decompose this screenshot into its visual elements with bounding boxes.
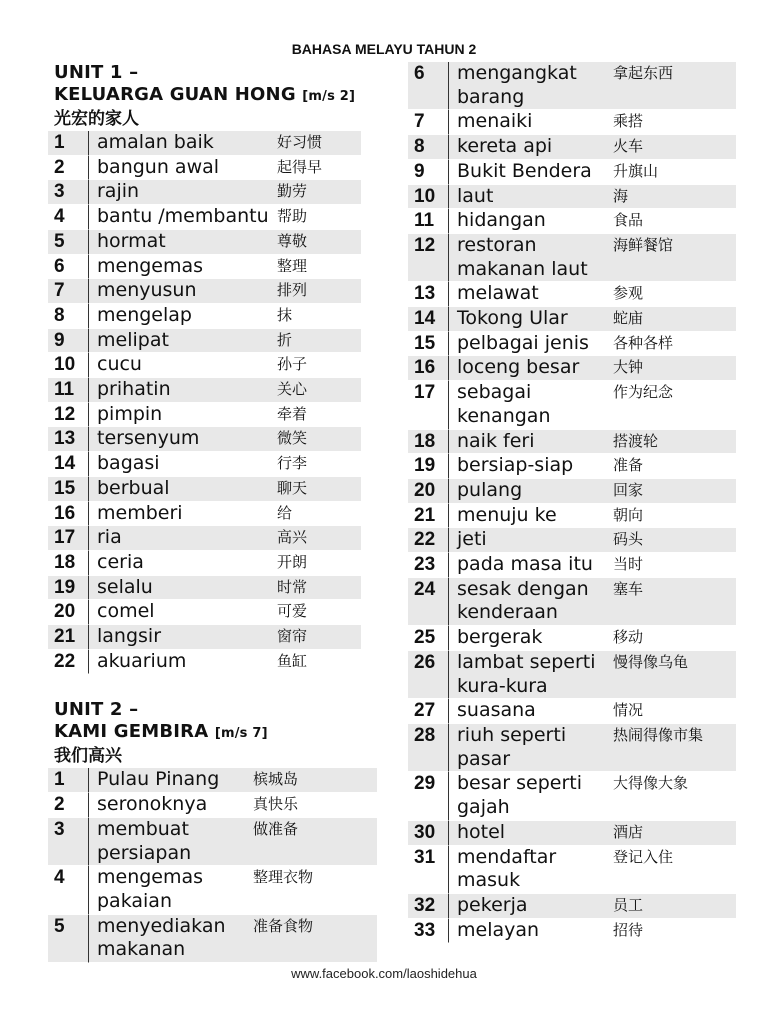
vocab-row bbox=[408, 626, 736, 651]
unit2-continued-vocab-table bbox=[408, 62, 736, 943]
vocab-row bbox=[408, 919, 736, 944]
item-number: 1 bbox=[48, 768, 89, 793]
chinese-meaning: 帮助 bbox=[277, 205, 361, 230]
item-number: 3 bbox=[48, 180, 89, 205]
item-number: 20 bbox=[408, 479, 449, 504]
item-number: 5 bbox=[48, 915, 89, 963]
chinese-meaning: 大钟 bbox=[613, 356, 736, 381]
chinese-meaning: 招待 bbox=[613, 919, 736, 944]
item-number: 18 bbox=[48, 551, 89, 576]
item-number: 10 bbox=[408, 185, 449, 210]
malay-word: suasana bbox=[449, 699, 613, 724]
item-number: 12 bbox=[48, 403, 89, 428]
chinese-meaning: 登记入住 bbox=[613, 846, 736, 894]
malay-word: sesak dengan kenderaan bbox=[449, 578, 613, 626]
malay-word: laut bbox=[449, 185, 613, 210]
item-number: 19 bbox=[48, 576, 89, 601]
vocab-row bbox=[48, 378, 361, 403]
unit2-page-ref: [m/s 7] bbox=[214, 726, 268, 742]
item-number: 31 bbox=[408, 846, 449, 894]
malay-word: selalu bbox=[89, 576, 277, 601]
vocab-row bbox=[408, 209, 736, 234]
item-number: 16 bbox=[48, 502, 89, 527]
vocab-row bbox=[408, 846, 736, 894]
chinese-meaning: 员工 bbox=[613, 894, 736, 919]
malay-word: ceria bbox=[89, 551, 277, 576]
vocab-row bbox=[408, 332, 736, 357]
item-number: 2 bbox=[48, 156, 89, 181]
chinese-meaning: 准备食物 bbox=[253, 915, 377, 963]
chinese-meaning: 真快乐 bbox=[253, 793, 377, 818]
item-number: 18 bbox=[408, 430, 449, 455]
malay-word: seronoknya bbox=[89, 793, 253, 818]
chinese-meaning: 回家 bbox=[613, 479, 736, 504]
item-number: 30 bbox=[408, 821, 449, 846]
malay-word: hidangan bbox=[449, 209, 613, 234]
vocab-row bbox=[408, 185, 736, 210]
malay-word: pekerja bbox=[449, 894, 613, 919]
chinese-meaning: 给 bbox=[277, 502, 361, 527]
vocab-row bbox=[408, 528, 736, 553]
chinese-meaning: 勤劳 bbox=[277, 180, 361, 205]
malay-word: akuarium bbox=[89, 650, 277, 675]
malay-word: langsir bbox=[89, 625, 277, 650]
vocab-row bbox=[48, 866, 377, 914]
vocab-row bbox=[48, 915, 377, 963]
malay-word: melayan bbox=[449, 919, 613, 944]
unit1-title-text: KELUARGA GUAN HONG bbox=[54, 84, 296, 105]
item-number: 24 bbox=[408, 578, 449, 626]
malay-word: mengangkat barang bbox=[449, 62, 613, 110]
left-column bbox=[48, 62, 378, 963]
vocab-row bbox=[48, 329, 361, 354]
vocab-row bbox=[48, 576, 361, 601]
malay-word: pimpin bbox=[89, 403, 277, 428]
malay-word: prihatin bbox=[89, 378, 277, 403]
chinese-meaning: 码头 bbox=[613, 528, 736, 553]
item-number: 27 bbox=[408, 699, 449, 724]
malay-word: restoran makanan laut bbox=[449, 234, 613, 282]
malay-word: comel bbox=[89, 600, 277, 625]
unit2-title-line2 bbox=[54, 721, 378, 745]
chinese-meaning: 朝向 bbox=[613, 504, 736, 529]
unit1-title-line2 bbox=[54, 84, 378, 108]
item-number: 4 bbox=[48, 866, 89, 914]
chinese-meaning: 拿起东西 bbox=[613, 62, 736, 110]
vocab-row bbox=[408, 430, 736, 455]
item-number: 22 bbox=[408, 528, 449, 553]
vocab-row bbox=[408, 553, 736, 578]
page-header: BAHASA MELAYU TAHUN 2 bbox=[291, 41, 477, 57]
chinese-meaning: 排列 bbox=[277, 279, 361, 304]
item-number: 28 bbox=[408, 724, 449, 772]
item-number: 15 bbox=[48, 477, 89, 502]
malay-word: menuju ke bbox=[449, 504, 613, 529]
malay-word: loceng besar bbox=[449, 356, 613, 381]
malay-word: bangun awal bbox=[89, 156, 277, 181]
vocab-row bbox=[408, 821, 736, 846]
unit1-title-cn: 光宏的家人 bbox=[54, 109, 139, 129]
item-number: 5 bbox=[48, 230, 89, 255]
chinese-meaning: 抹 bbox=[277, 304, 361, 329]
chinese-meaning: 微笑 bbox=[277, 427, 361, 452]
malay-word: tersenyum bbox=[89, 427, 277, 452]
malay-word: riuh seperti pasar bbox=[449, 724, 613, 772]
chinese-meaning: 开朗 bbox=[277, 551, 361, 576]
malay-word: melipat bbox=[89, 329, 277, 354]
chinese-meaning: 塞车 bbox=[613, 578, 736, 626]
malay-word: melawat bbox=[449, 282, 613, 307]
item-number: 7 bbox=[408, 110, 449, 135]
item-number: 17 bbox=[48, 526, 89, 551]
chinese-meaning: 作为纪念 bbox=[613, 381, 736, 429]
vocab-row bbox=[408, 282, 736, 307]
chinese-meaning: 食品 bbox=[613, 209, 736, 234]
vocab-row bbox=[48, 768, 377, 793]
malay-word: besar seperti gajah bbox=[449, 772, 613, 820]
vocab-row bbox=[408, 651, 736, 699]
unit1-page-ref: [m/s 2] bbox=[302, 89, 356, 104]
chinese-meaning: 整理衣物 bbox=[253, 866, 377, 914]
malay-word: sebagai kenangan bbox=[449, 381, 613, 429]
chinese-meaning: 折 bbox=[277, 329, 361, 354]
chinese-meaning: 海 bbox=[613, 185, 736, 210]
vocab-row bbox=[408, 504, 736, 529]
vocab-row bbox=[408, 454, 736, 479]
chinese-meaning: 慢得像乌龟 bbox=[613, 651, 736, 699]
item-number: 3 bbox=[48, 818, 89, 866]
item-number: 32 bbox=[408, 894, 449, 919]
item-number: 21 bbox=[408, 504, 449, 529]
chinese-meaning: 酒店 bbox=[613, 821, 736, 846]
item-number: 26 bbox=[408, 651, 449, 699]
chinese-meaning: 高兴 bbox=[277, 526, 361, 551]
unit1-title-line1: UNIT 1 – bbox=[54, 62, 139, 83]
chinese-meaning: 参观 bbox=[613, 282, 736, 307]
malay-word: bersiap-siap bbox=[449, 454, 613, 479]
malay-word: hotel bbox=[449, 821, 613, 846]
vocab-row bbox=[48, 526, 361, 551]
malay-word: pulang bbox=[449, 479, 613, 504]
malay-word: berbual bbox=[89, 477, 277, 502]
item-number: 20 bbox=[48, 600, 89, 625]
chinese-meaning: 整理 bbox=[277, 255, 361, 280]
item-number: 21 bbox=[48, 625, 89, 650]
vocab-row bbox=[408, 381, 736, 429]
item-number: 8 bbox=[408, 135, 449, 160]
chinese-meaning: 鱼缸 bbox=[277, 650, 361, 675]
chinese-meaning: 热闹得像市集 bbox=[613, 724, 736, 772]
malay-word: menyediakan makanan bbox=[89, 915, 253, 963]
malay-word: Pulau Pinang bbox=[89, 768, 253, 793]
vocab-row bbox=[48, 427, 361, 452]
item-number: 1 bbox=[48, 131, 89, 156]
malay-word: mengelap bbox=[89, 304, 277, 329]
malay-word: rajin bbox=[89, 180, 277, 205]
vocab-row bbox=[408, 479, 736, 504]
chinese-meaning: 升旗山 bbox=[613, 160, 736, 185]
vocab-row bbox=[48, 304, 361, 329]
item-number: 33 bbox=[408, 919, 449, 944]
malay-word: bergerak bbox=[449, 626, 613, 651]
item-number: 23 bbox=[408, 553, 449, 578]
chinese-meaning: 情况 bbox=[613, 699, 736, 724]
item-number: 12 bbox=[408, 234, 449, 282]
item-number: 13 bbox=[48, 427, 89, 452]
item-number: 9 bbox=[408, 160, 449, 185]
vocab-row bbox=[48, 650, 361, 675]
item-number: 7 bbox=[48, 279, 89, 304]
item-number: 4 bbox=[48, 205, 89, 230]
malay-word: menyusun bbox=[89, 279, 277, 304]
malay-word: mengemas bbox=[89, 255, 277, 280]
vocab-row bbox=[48, 403, 361, 428]
vocab-row bbox=[408, 578, 736, 626]
vocab-row bbox=[408, 894, 736, 919]
chinese-meaning: 乘搭 bbox=[613, 110, 736, 135]
malay-word: menaiki bbox=[449, 110, 613, 135]
chinese-meaning: 当时 bbox=[613, 553, 736, 578]
vocab-row bbox=[408, 307, 736, 332]
chinese-meaning: 好习惯 bbox=[277, 131, 361, 156]
vocab-row bbox=[48, 502, 361, 527]
vocab-row bbox=[408, 110, 736, 135]
chinese-meaning: 时常 bbox=[277, 576, 361, 601]
vocab-row bbox=[408, 62, 736, 110]
vocab-row bbox=[48, 255, 361, 280]
item-number: 11 bbox=[48, 378, 89, 403]
vocab-row bbox=[48, 625, 361, 650]
item-number: 10 bbox=[48, 353, 89, 378]
item-number: 29 bbox=[408, 772, 449, 820]
malay-word: pelbagai jenis bbox=[449, 332, 613, 357]
malay-word: kereta api bbox=[449, 135, 613, 160]
item-number: 8 bbox=[48, 304, 89, 329]
unit1-vocab-table bbox=[48, 131, 361, 674]
malay-word: bagasi bbox=[89, 452, 277, 477]
item-number: 15 bbox=[408, 332, 449, 357]
malay-word: mendaftar masuk bbox=[449, 846, 613, 894]
item-number: 6 bbox=[408, 62, 449, 110]
chinese-meaning: 移动 bbox=[613, 626, 736, 651]
vocab-row bbox=[48, 793, 377, 818]
item-number: 25 bbox=[408, 626, 449, 651]
vocab-row bbox=[48, 452, 361, 477]
item-number: 9 bbox=[48, 329, 89, 354]
malay-word: Bukit Bendera bbox=[449, 160, 613, 185]
chinese-meaning: 蛇庙 bbox=[613, 307, 736, 332]
chinese-meaning: 槟城岛 bbox=[253, 768, 377, 793]
chinese-meaning: 做准备 bbox=[253, 818, 377, 866]
item-number: 13 bbox=[408, 282, 449, 307]
vocab-row bbox=[48, 551, 361, 576]
malay-word: membuat persiapan bbox=[89, 818, 253, 866]
chinese-meaning: 关心 bbox=[277, 378, 361, 403]
vocab-row bbox=[408, 699, 736, 724]
malay-word: memberi bbox=[89, 502, 277, 527]
chinese-meaning: 牵着 bbox=[277, 403, 361, 428]
vocab-row bbox=[48, 818, 377, 866]
chinese-meaning: 尊敬 bbox=[277, 230, 361, 255]
vocab-row bbox=[48, 600, 361, 625]
chinese-meaning: 窗帘 bbox=[277, 625, 361, 650]
malay-word: hormat bbox=[89, 230, 277, 255]
malay-word: jeti bbox=[449, 528, 613, 553]
vocab-row bbox=[408, 160, 736, 185]
item-number: 19 bbox=[408, 454, 449, 479]
right-column bbox=[408, 62, 736, 943]
vocab-row bbox=[48, 156, 361, 181]
vocab-row bbox=[408, 356, 736, 381]
malay-word: naik feri bbox=[449, 430, 613, 455]
malay-word: ria bbox=[89, 526, 277, 551]
chinese-meaning: 孙子 bbox=[277, 353, 361, 378]
vocab-row bbox=[48, 180, 361, 205]
chinese-meaning: 准备 bbox=[613, 454, 736, 479]
malay-word: pada masa itu bbox=[449, 553, 613, 578]
malay-word: lambat seperti kura-kura bbox=[449, 651, 613, 699]
vocab-row bbox=[48, 279, 361, 304]
item-number: 14 bbox=[408, 307, 449, 332]
malay-word: amalan baik bbox=[89, 131, 277, 156]
vocab-row bbox=[48, 131, 361, 156]
unit2-vocab-table bbox=[48, 768, 377, 963]
malay-word: Tokong Ular bbox=[449, 307, 613, 332]
item-number: 17 bbox=[408, 381, 449, 429]
chinese-meaning: 海鲜餐馆 bbox=[613, 234, 736, 282]
malay-word: cucu bbox=[89, 353, 277, 378]
chinese-meaning: 搭渡轮 bbox=[613, 430, 736, 455]
vocab-row bbox=[48, 477, 361, 502]
item-number: 11 bbox=[408, 209, 449, 234]
chinese-meaning: 可爱 bbox=[277, 600, 361, 625]
footer-url: www.facebook.com/laoshidehua bbox=[291, 966, 477, 981]
chinese-meaning: 行李 bbox=[277, 452, 361, 477]
unit2-title-cn: 我们高兴 bbox=[54, 746, 122, 767]
vocab-row bbox=[48, 205, 361, 230]
item-number: 16 bbox=[408, 356, 449, 381]
unit2-title-line1: UNIT 2 – bbox=[54, 699, 139, 721]
malay-word: mengemas pakaian bbox=[89, 866, 253, 914]
chinese-meaning: 火车 bbox=[613, 135, 736, 160]
vocab-row bbox=[408, 724, 736, 772]
chinese-meaning: 各种各样 bbox=[613, 332, 736, 357]
chinese-meaning: 起得早 bbox=[277, 156, 361, 181]
chinese-meaning: 大得像大象 bbox=[613, 772, 736, 820]
vocab-row bbox=[408, 234, 736, 282]
vocab-row bbox=[48, 353, 361, 378]
vocab-row bbox=[408, 135, 736, 160]
item-number: 14 bbox=[48, 452, 89, 477]
chinese-meaning: 聊天 bbox=[277, 477, 361, 502]
item-number: 22 bbox=[48, 650, 89, 675]
vocab-row bbox=[48, 230, 361, 255]
item-number: 2 bbox=[48, 793, 89, 818]
item-number: 6 bbox=[48, 255, 89, 280]
malay-word: bantu /membantu bbox=[89, 205, 277, 230]
vocab-row bbox=[408, 772, 736, 820]
unit2-title-text: KAMI GEMBIRA bbox=[54, 721, 209, 743]
